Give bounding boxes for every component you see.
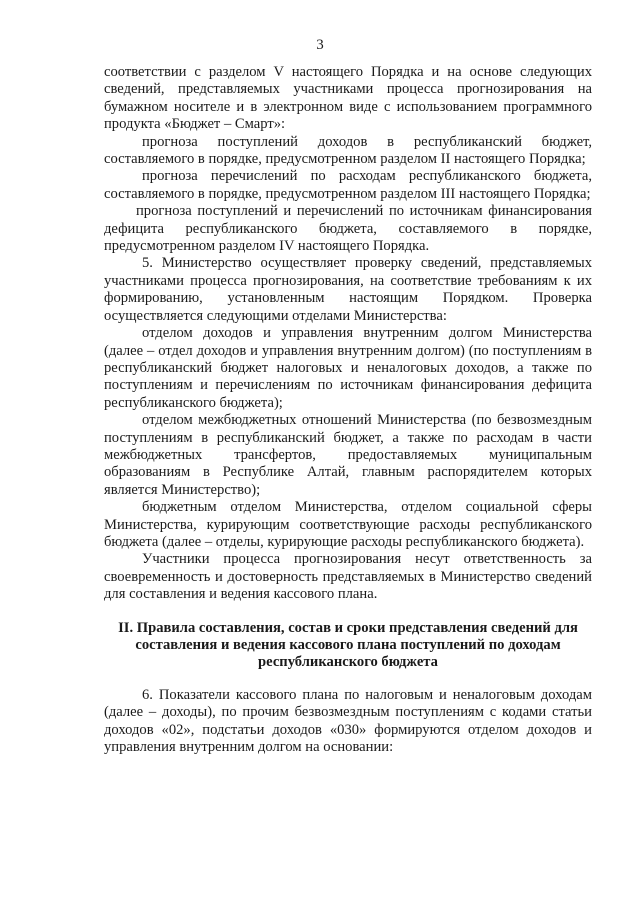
paragraph: 6. Показатели кассового плана по налоговым и неналоговым доходам (далее – доходы), по прочим безвозмездным поступлениям с кодами статьи доходов «02», подстатьи доходов «030» формируются отделом доходов и управления внутренним долгом на основании: [104, 686, 592, 756]
paragraph: соответствии с разделом V настоящего Порядка и на основе следующих сведений, представляемых участниками процесса прогнозирования на бумажном носителе и в электронном виде с использованием программного продукта «Бюджет – Смарт»: [104, 64, 592, 133]
paragraph: отделом межбюджетных отношений Министерства (по безвозмездным поступлениям в республиканский бюджет, а также по расходам в части межбюджетных трансфертов, предоставляемых муниципальным образованиям в Республике Алтай, главным распорядителем которых является Министерство); [104, 412, 592, 498]
spacer [104, 672, 592, 687]
page-number: 3 [316, 37, 324, 53]
paragraph: 5. Министерство осуществляет проверку сведений, представляемых участниками процесса прогнозирования, на соответствие требованиям к их формированию, установленным настоящим Порядком. Проверка осуществляется следующими отделами Министерства: [104, 255, 592, 324]
paragraph: прогноза поступлений доходов в республиканский бюджет, составляемого в порядке, предусмотренном разделом II настоящего Порядка; [104, 133, 592, 168]
paragraph: Участники процесса прогнозирования несут ответственность за своевременность и достоверность представляемых в Министерство сведений для составления и ведения кассового плана. [104, 551, 592, 603]
paragraph: прогноза поступлений и перечислений по источникам финансирования дефицита республиканского бюджета, составляемого в порядке, предусмотренном разделом IV настоящего Порядка. [104, 203, 592, 255]
spacer [104, 604, 592, 620]
paragraph: отделом доходов и управления внутренним долгом Министерства (далее – отдел доходов и управления внутренним долгом) (по поступлениям в республиканский бюджет налоговых и неналоговых доходов, а также по поступлениям и перечислениям по источникам финансирования дефицита республиканского бюджета); [104, 325, 592, 411]
document-body [104, 64, 592, 756]
section-heading: II. Правила составления, состав и сроки представления сведений для составления и ведения кассового плана поступлений по доходам республиканского бюджета [118, 619, 578, 671]
paragraph: бюджетным отделом Министерства, отделом социальной сферы Министерства, курирующим соответствующие расходы республиканского бюджета (далее – отделы, курирующие расходы республиканского бюджета). [104, 499, 592, 550]
paragraph: прогноза перечислений по расходам республиканского бюджета, составляемого в порядке, предусмотренном разделом III настоящего Порядка; [104, 168, 592, 202]
